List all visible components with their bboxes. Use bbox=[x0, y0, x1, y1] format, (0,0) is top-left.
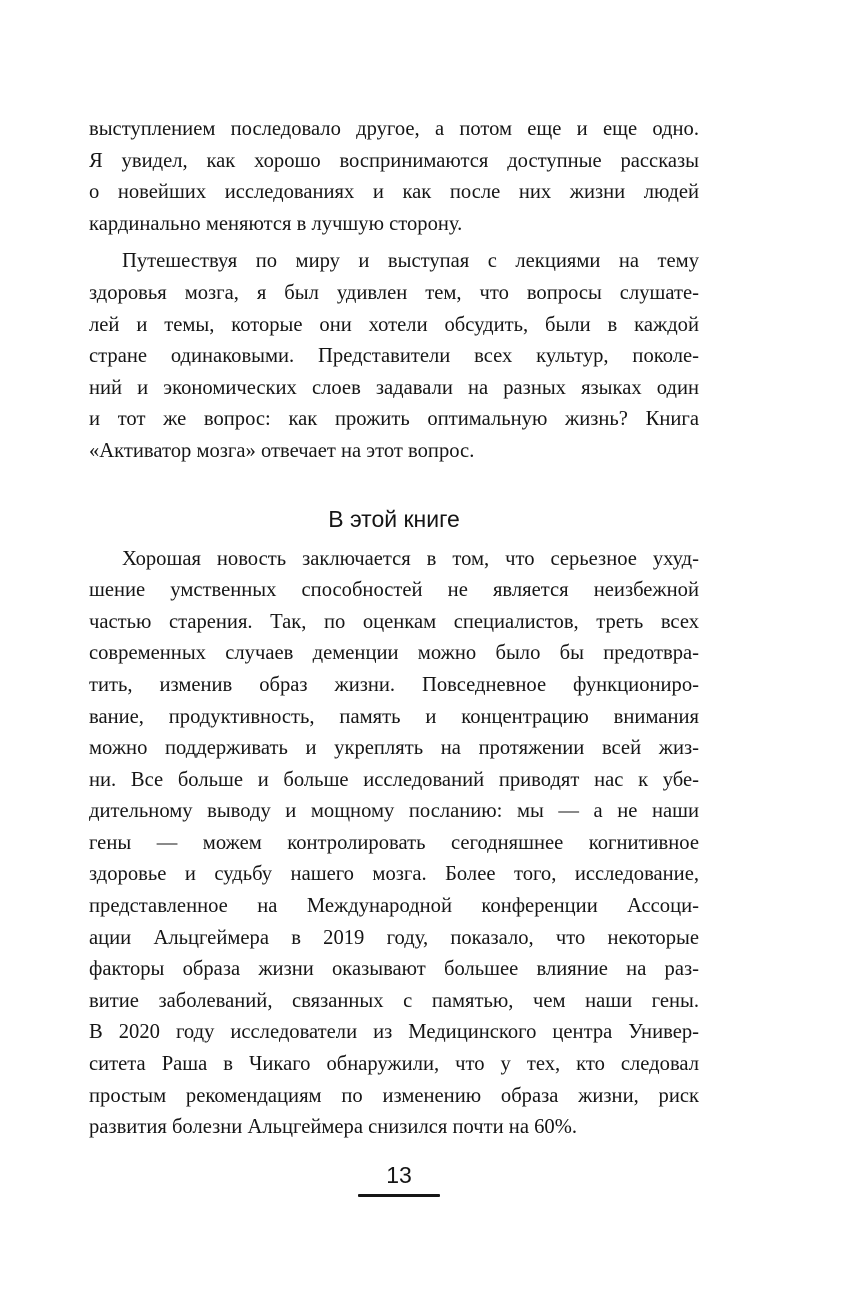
paragraph-good-news bbox=[89, 544, 699, 1144]
text-line: ний и экономических слоев задавали на разных языках один bbox=[89, 376, 699, 399]
text-line: кардинально меняются в лучшую сторону. bbox=[89, 212, 463, 235]
paragraph-continuation bbox=[89, 114, 699, 240]
page-number: 13 bbox=[386, 1162, 412, 1188]
text-line: здоровья мозга, я был удивлен тем, что вопросы слушате- bbox=[89, 281, 699, 304]
text-line: тить, изменив образ жизни. Повседневное функциониро- bbox=[89, 673, 699, 696]
text-line: вание, продуктивность, память и концентрацию внимания bbox=[89, 705, 699, 728]
text-line: выступлением последовало другое, а потом еще и еще одно. bbox=[89, 118, 699, 140]
text-line: Путешествуя по миру и выступая с лекциями на тему bbox=[122, 250, 699, 273]
text-line: дительному выводу и мощному посланию: мы — а не наши bbox=[89, 800, 699, 823]
text-line: ации Альцгеймера в 2019 году, показало, что некоторые bbox=[89, 926, 699, 949]
text-line: В 2020 году исследователи из Медицинского центра Универ- bbox=[89, 1021, 699, 1044]
text-line: шение умственных способностей не является неизбежной bbox=[89, 579, 699, 602]
text-line: лей и темы, которые они хотели обсудить, были в каждой bbox=[89, 313, 699, 336]
text-line: Я увидел, как хорошо воспринимаются доступные рассказы bbox=[89, 149, 699, 172]
text-line: ситета Раша в Чикаго обнаружили, что у тех, кто следовал bbox=[89, 1053, 699, 1076]
text-line: можно поддерживать и укреплять на протяжении всей жиз- bbox=[89, 737, 699, 760]
page-body bbox=[89, 114, 699, 1150]
text-line: стране одинаковыми. Представители всех культур, поколе- bbox=[89, 345, 699, 368]
text-line: гены — можем контролировать сегодняшнее когнитивное bbox=[89, 831, 699, 854]
text-line: «Активатор мозга» отвечает на этот вопрос. bbox=[89, 439, 475, 462]
page-number-underline bbox=[358, 1194, 440, 1197]
page-footer bbox=[356, 1160, 442, 1197]
text-line: здоровье и судьбу нашего мозга. Более того, исследование, bbox=[89, 863, 699, 886]
text-line: о новейших исследованиях и как после них жизни людей bbox=[89, 181, 699, 204]
paragraph-travel bbox=[89, 246, 699, 467]
text-line: витие заболеваний, связанных с памятью, чем наши гены. bbox=[89, 989, 699, 1012]
text-line: ни. Все больше и больше исследований приводят нас к убе- bbox=[89, 768, 699, 791]
text-line: развития болезни Альцгеймера снизился почти на 60%. bbox=[89, 1116, 578, 1139]
text-line: простым рекомендациям по изменению образа жизни, риск bbox=[89, 1084, 699, 1107]
text-line: частью старения. Так, по оценкам специалистов, треть всех bbox=[89, 610, 699, 633]
text-line: современных случаев деменции можно было бы предотвра- bbox=[89, 642, 699, 665]
text-line: представленное на Международной конференции Ассоци- bbox=[89, 895, 699, 918]
text-line: и тот же вопрос: как прожить оптимальную жизнь? Книга bbox=[89, 408, 699, 431]
text-line: Хорошая новость заключается в том, что серьезное ухуд- bbox=[122, 547, 699, 570]
section-heading: В этой книге bbox=[328, 505, 460, 532]
text-line: факторы образа жизни оказывают большее влияние на раз- bbox=[89, 958, 699, 981]
